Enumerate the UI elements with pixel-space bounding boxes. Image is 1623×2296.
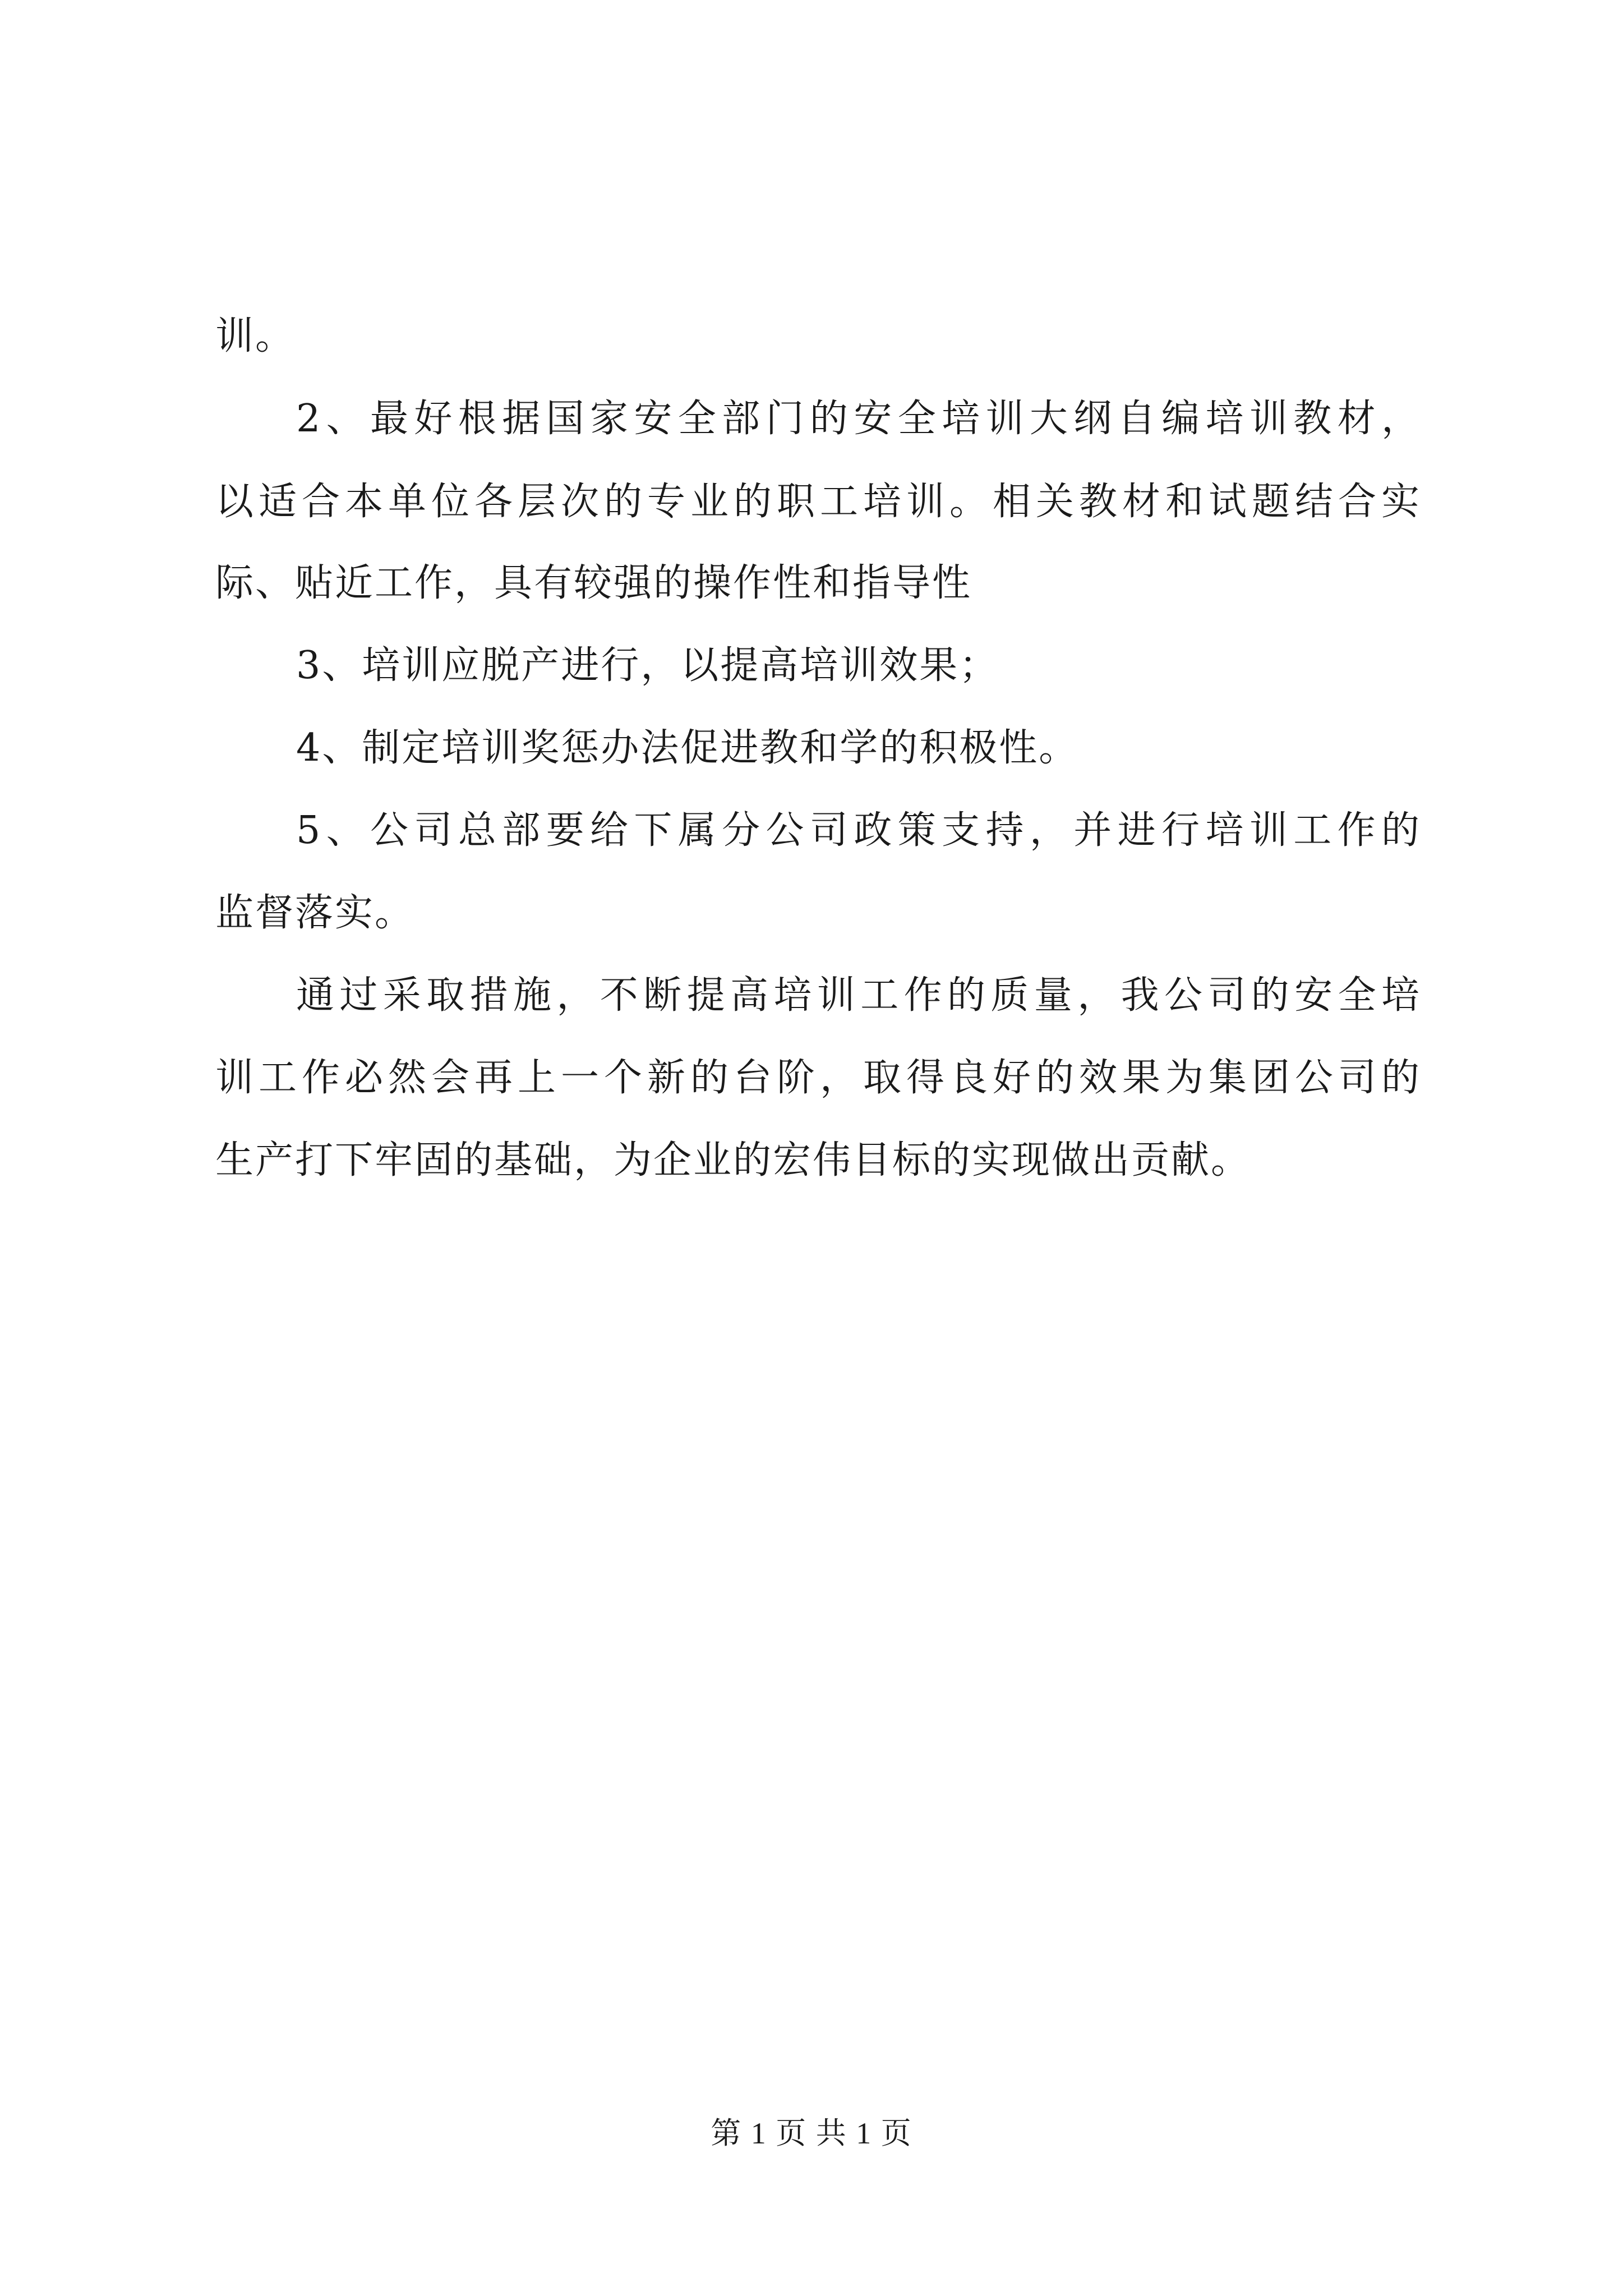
text-line: 监督落实。 bbox=[215, 891, 415, 935]
text-line: 生产打下牢固的基础，为企业的宏伟目标的实现做出贡献。 bbox=[215, 1138, 1251, 1182]
page-number-label: 第 1 页 共 1 页 bbox=[711, 2116, 912, 2150]
text-line: 通过采取措施，不断提高培训工作的质量，我公司的安全培 bbox=[296, 973, 1421, 1018]
page-footer bbox=[0, 2114, 1623, 2153]
text-line: 2、最好根据国家安全部门的安全培训大纲自编培训教材， bbox=[296, 397, 1421, 441]
text-line: 训。 bbox=[215, 314, 296, 358]
text-line: 5、公司总部要给下属分公司政策支持，并进行培训工作的 bbox=[296, 808, 1421, 853]
text-line: 际、贴近工作，具有较强的操作性和指导性 bbox=[215, 561, 972, 605]
text-line: 训工作必然会再上一个新的台阶，取得良好的效果为集团公司的 bbox=[215, 1056, 1421, 1100]
text-line: 以适合本单位各层次的专业的职工培训。相关教材和试题结合实 bbox=[215, 480, 1421, 524]
text-line: 4、制定培训奖惩办法促进教和学的积极性。 bbox=[296, 726, 1079, 770]
text-line: 3、培训应脱产进行，以提高培训效果； bbox=[296, 643, 999, 688]
